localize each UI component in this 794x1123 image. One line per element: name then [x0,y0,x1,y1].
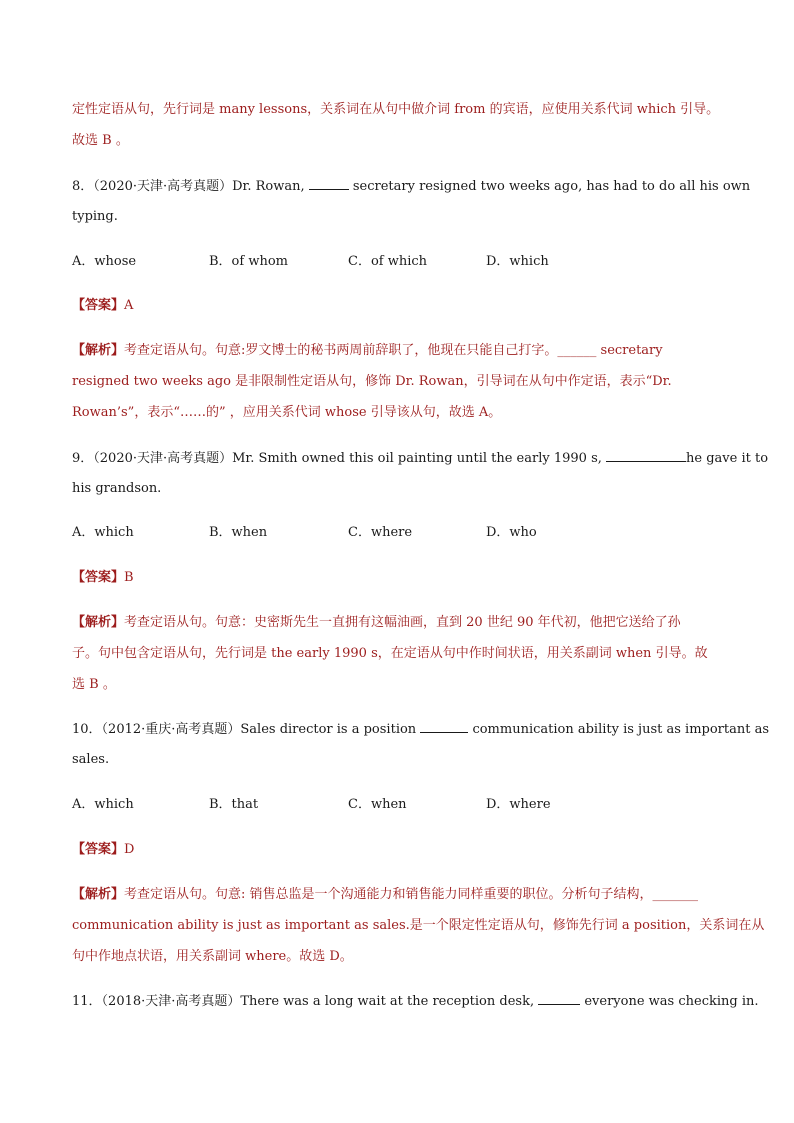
q10-analysis-1: 【解析】考查定语从句。句意: 销售总监是一个沟通能力和销售能力同样重要的职位。分析句子结构，_______ [72,887,699,902]
answer-blank [538,991,580,1005]
q9-analysis-1: 【解析】考查定语从句。句意：史密斯先生一直拥有这幅油画，直到 20 世纪 90 年代初，他把它送给了孙 [72,615,681,630]
answer-blank [309,176,349,190]
answer-blank [420,719,468,733]
q8-option-c: C．of which [348,254,428,269]
q10-option-a: A．which [72,797,134,812]
q10-answer: 【答案】D [72,842,135,857]
q9-option-a: A．which [72,525,134,540]
q9-answer: 【答案】B [72,570,134,585]
q10-option-c: C．when [348,797,407,812]
question-10-stem: 10．（2012·重庆·高考真题）Sales director is a position communication ability is just as important as [72,719,724,740]
q8-option-a: A．whose [72,254,137,269]
q9-analysis-2: 子。句中包含定语从句，先行词是 the early 1990 s，在定语从句中作时间状语，用关系副词 when 引导。故 [72,646,708,661]
question-11-stem: 11．（2018·天津·高考真题）There was a long wait at the reception desk, everyone was checking in. [72,991,724,1012]
question-9-stem: 9．（2020·天津·高考真题）Mr. Smith owned this oil painting until the early 1990 s, he gave it to [72,448,724,469]
intro-line-2: 故选 B 。 [72,133,129,148]
q10-analysis-2: communication ability is just as important as sales.是一个限定性定语从句，修饰先行词 a position，关系词在从 [72,918,765,933]
question-9-stem-cont: his grandson. [72,481,162,496]
q9-analysis-3: 选 B 。 [72,677,116,692]
q9-option-b: B．when [209,525,268,540]
q8-option-d: D．which [486,254,549,269]
q8-analysis-3: Rowan’s”，表示“……的” ，应用关系代词 whose 引导该从句，故选 A。 [72,405,502,420]
question-10-stem-cont: sales. [72,752,110,767]
q9-option-d: D．who [486,525,537,540]
q10-option-d: D．where [486,797,551,812]
answer-blank [606,448,686,462]
q10-option-b: B．that [209,797,259,812]
q8-answer: 【答案】A [72,298,134,313]
q8-option-b: B．of whom [209,254,288,269]
q8-analysis-1: 【解析】考查定语从句。句意:罗文博士的秘书两周前辞职了，他现在只能自己打字。______ secretary [72,343,663,358]
q9-option-c: C．where [348,525,413,540]
q8-analysis-2: resigned two weeks ago 是非限制性定语从句，修饰 Dr. Rowan，引导词在从句中作定语，表示“Dr. [72,374,672,389]
intro-line-1: 定性定语从句，先行词是 many lessons，关系词在从句中做介词 from 的宾语，应使用关系代词 which 引导。 [72,102,720,117]
question-8-stem: 8．（2020·天津·高考真题）Dr. Rowan, secretary resigned two weeks ago, has had to do all his own [72,176,724,197]
q10-analysis-3: 句中作地点状语，用关系副词 where。故选 D。 [72,949,353,964]
question-8-stem-cont: typing. [72,209,118,224]
